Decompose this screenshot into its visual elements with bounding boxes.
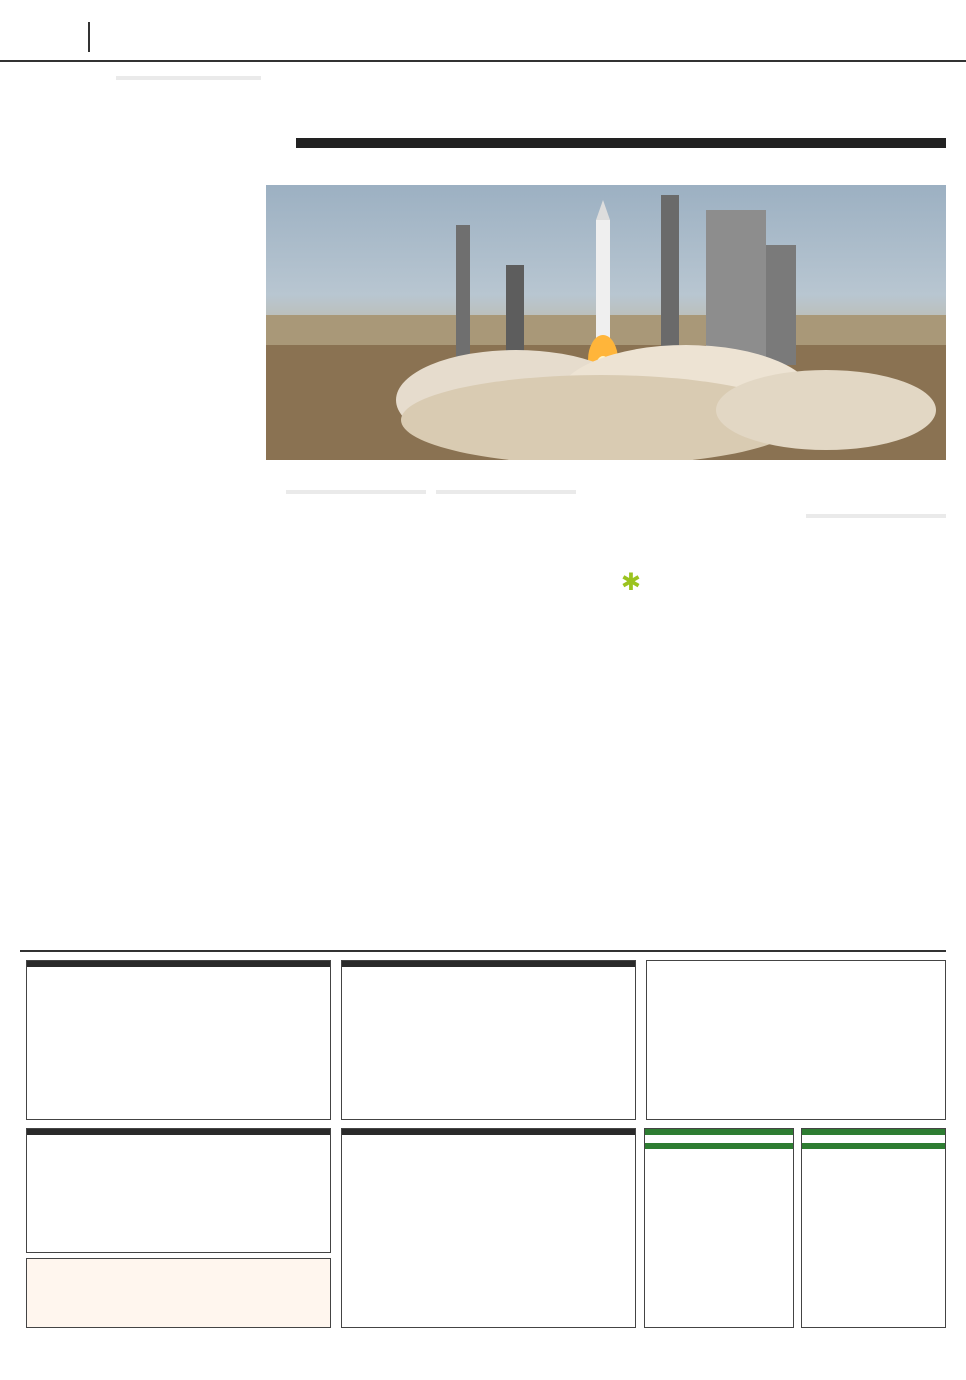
ad-housing-coop	[341, 1128, 636, 1328]
page-header	[0, 0, 966, 62]
article-column-3	[436, 486, 576, 936]
ad-online-line-1	[27, 1259, 330, 1265]
ad-online-order	[26, 1258, 331, 1328]
ad-body	[645, 1135, 793, 1143]
ad-registration-1	[26, 960, 331, 1120]
ad-body	[342, 1135, 635, 1143]
header-divider	[88, 22, 90, 52]
article-column-4	[286, 486, 426, 936]
rocket-launch-photo	[266, 185, 946, 460]
ad-signature	[27, 1143, 330, 1149]
asterisk-icon: ✱	[620, 568, 641, 596]
ad-annual-meeting	[26, 1128, 331, 1253]
article-column-1	[806, 510, 946, 940]
ad-body	[27, 1135, 330, 1143]
ad-signature	[645, 1143, 793, 1149]
ad-signature	[27, 975, 330, 981]
main-subhead	[296, 138, 946, 148]
ad-signature	[342, 975, 635, 981]
article-subheading	[436, 490, 576, 494]
ad-body	[27, 967, 330, 975]
ad-layout-title	[647, 961, 945, 973]
ads-divider	[20, 950, 946, 952]
ad-registration-2	[341, 960, 636, 1120]
article-column-2	[656, 486, 801, 936]
rocket-launch-illustration	[266, 185, 946, 460]
article-subheading	[286, 490, 426, 494]
ad-layout-service	[646, 960, 946, 1120]
ad-extraordinary-meeting	[801, 1128, 946, 1328]
ad-signature	[342, 1143, 635, 1149]
ad-body	[342, 967, 635, 975]
ad-body	[802, 1135, 945, 1143]
side-news-column	[40, 70, 268, 940]
article-subheading	[806, 514, 946, 518]
ad-layout-text	[647, 981, 945, 989]
ad-general-meeting	[644, 1128, 794, 1328]
ad-signature	[802, 1143, 945, 1149]
